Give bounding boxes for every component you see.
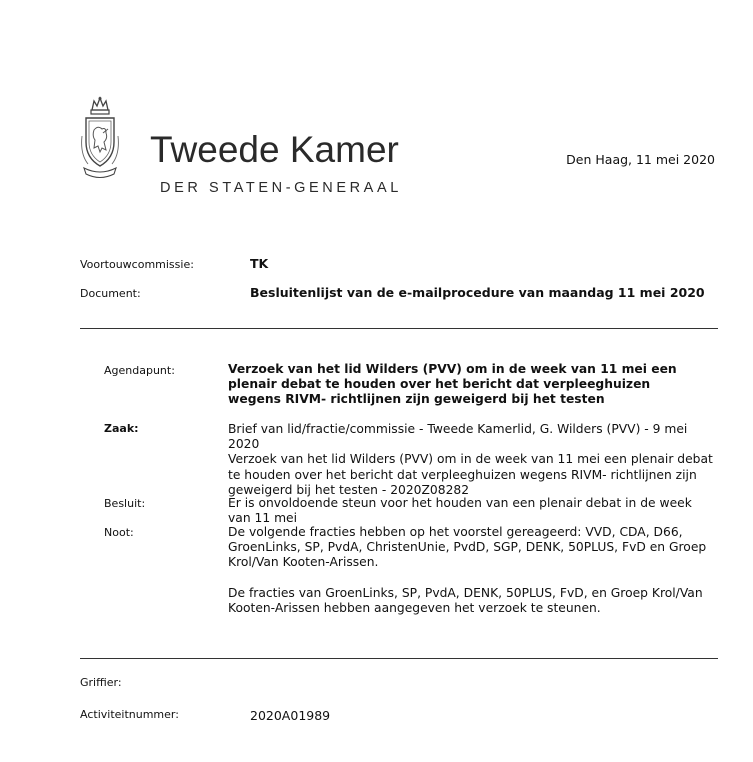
besluit-label: Besluit: — [104, 497, 146, 510]
voortouw-label: Voortouwcommissie: — [80, 258, 194, 271]
divider-top — [80, 328, 718, 329]
crest-icon — [80, 96, 120, 182]
organisation-name: Tweede Kamer — [150, 129, 399, 170]
noot-paragraph-support: De fracties van GroenLinks, SP, PvdA, DENK, 50PLUS, FvD, en Groep Krol/Van Kooten-Arissen hebben aangegeven het verzoek te steunen. — [228, 585, 703, 615]
activiteit-label: Activiteitnummer: — [80, 708, 179, 721]
zaak-label: Zaak: — [104, 422, 139, 435]
organisation-subtitle: DER STATEN-GENERAAL — [160, 180, 402, 196]
activiteit-number: 2020A01989 — [250, 708, 331, 723]
document-title: Besluitenlijst van de e-mailprocedure van maandag 11 mei 2020 — [250, 285, 705, 300]
noot-label: Noot: — [104, 526, 134, 539]
agendapunt-label: Agendapunt: — [104, 364, 175, 377]
zaak-line-verzoek: Verzoek van het lid Wilders (PVV) om in de week van 11 mei een plenair debat te houden over het bericht dat verpleeghuizen wegens RIVM- richtlijnen zijn geweigerd bij het testen - 2020Z08282 — [228, 452, 713, 497]
noot-content — [228, 525, 713, 616]
parliament-crest-logo — [80, 96, 120, 182]
noot-paragraph-reactions: De volgende fracties hebben op het voorstel gereageerd: VVD, CDA, D66, GroenLinks, SP, PvdA, ChristenUnie, PvdD, SGP, DENK, 50PLUS, FvD en Groep Krol/Van Kooten-Arissen. — [228, 525, 707, 570]
griffier-label: Griffier: — [80, 676, 122, 689]
voortouw-value: TK — [250, 256, 269, 271]
besluit-content: Er is onvoldoende steun voor het houden van een plenair debat in de week van 11 mei — [228, 496, 692, 526]
agendapunt-title: Verzoek van het lid Wilders (PVV) om in de week van 11 mei een plenair debat te houden over het bericht dat verpleeghuizen wegens RIVM- richtlijnen zijn geweigerd bij het testen — [228, 362, 677, 406]
document-label: Document: — [80, 287, 141, 300]
divider-bottom — [80, 658, 718, 659]
zaak-content — [228, 422, 713, 498]
zaak-line-brief: Brief van lid/fractie/commissie - Tweede Kamerlid, G. Wilders (PVV) - 9 mei 2020 — [228, 422, 688, 452]
document-date: Den Haag, 11 mei 2020 — [566, 152, 715, 167]
